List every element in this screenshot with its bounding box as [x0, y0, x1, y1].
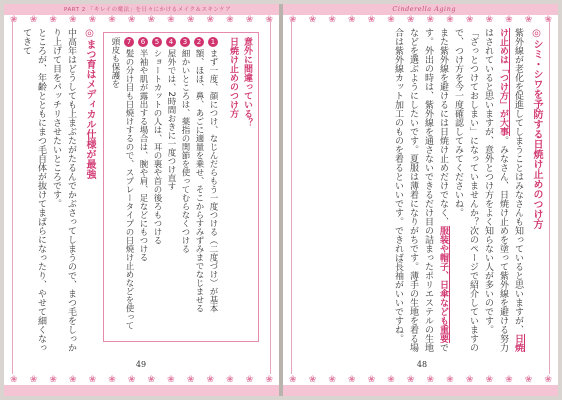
- box-item-3: 3細かいところは、薬指の関節を使ってむらなくつける: [180, 38, 190, 253]
- body-text: [304, 28, 544, 356]
- body-text: [21, 28, 265, 356]
- box-item-6: 6半袖や肌が露出する場合は、腕や肩、足などにもつける: [138, 38, 148, 262]
- paragraph: 中高年はどうしても上まぶたがたるんでかぶさってしまうので、まつ毛をしっかり上げて目をパッチリさせたいところです。: [51, 28, 76, 352]
- lace-border-bottom: ❀ ❀ ❀ ❀ ❀ ❀ ❀ ❀ ❀ ❀ ❀ ❀ ❀ ❀: [289, 375, 552, 385]
- number-badge: 3: [180, 37, 190, 47]
- bottom-pink-band: [283, 385, 558, 396]
- bottom-pink-band: [4, 385, 279, 396]
- page-header: Cinderella Aging: [392, 5, 456, 13]
- lace-border-bottom: ❀ ❀ ❀ ❀ ❀ ❀ ❀ ❀ ❀ ❀ ❀ ❀ ❀ ❀: [10, 375, 273, 385]
- box-item-4: 4屋外では、2時間おきに一度つけ直す: [166, 38, 176, 191]
- target-marker-icon: ◎: [84, 28, 95, 39]
- section-heading: ◎シミ・シワを予防する日焼け止めのつけ方: [531, 28, 542, 229]
- highlight-text: 服装や帽子、日傘なども重要: [438, 226, 448, 343]
- highlight-text: 日焼け止めは「つけ方」が大事: [498, 28, 523, 352]
- box-item-5: 5ショートカットの人は、耳の裏や首の後ろもつける: [152, 38, 162, 245]
- number-badge: 6: [138, 37, 148, 47]
- page-number: 48: [416, 360, 428, 369]
- number-badge: 7: [124, 37, 134, 47]
- lace-border-top: ❀ ❀ ❀ ❀ ❀ ❀ ❀ ❀ ❀ ❀ ❀ ❀ ❀ ❀: [289, 15, 552, 25]
- box-item-7: 7髪の分け目も日焼けするので、スプレータイプの日焼け止めなどを使って頭皮も保護を: [110, 37, 134, 330]
- target-marker-icon: ◎: [531, 28, 542, 39]
- number-badge: 1: [208, 37, 218, 47]
- paragraph: 「ざっとつけておしまい」になっていませんか？次のページで紹介していますので、つけ方を今一度確認してみてくださいね。: [453, 28, 478, 352]
- tips-box: [103, 32, 259, 342]
- section-heading: ◎まつ育はメディカル仕様が最強: [84, 28, 95, 179]
- number-badge: 5: [152, 37, 162, 47]
- paragraph: また紫外線を避けるには日焼け止めだけでなく、服装や帽子、日傘なども重要です。外出の時は、紫外線を通さないできるだけ目の詰まったポリエステルの生地などを選ぶようにしたいです。夏服は薄着になりがちです。薄手の生地を着る場合は紫外線カット加工のものを着るといいです。できれば長袖がいいですね。: [393, 28, 448, 352]
- number-badge: 2: [194, 37, 204, 47]
- paragraph: ところが、年齢とともにまつ毛自体が抜けてまばらになったり、やせて細くなってきて: [21, 28, 46, 352]
- right-page: [283, 4, 558, 396]
- page-number: 49: [135, 360, 147, 369]
- number-badge: 4: [166, 37, 176, 47]
- page-header: PART 2 「キレイの魔法」を日々にかけるメイク＆スキンケア: [64, 7, 232, 13]
- box-title: 意外に間違っている？: [242, 37, 252, 127]
- left-page: [4, 4, 279, 396]
- box-item-1: 1まず一度、顔につけ、なじんだらもう一度つける（二度づけ）が基本: [208, 38, 218, 313]
- box-item-2: 2額、ほほ、鼻、あごに適量を乗せ、そこからすみずみまでなじませる: [194, 38, 204, 313]
- box-subtitle: 日焼け止めのつけ方: [228, 37, 238, 118]
- paragraph: 紫外線が老化を促進してしまうことはみなさんも知っていると思いますが、日焼け止めは「つけ方」が大事。みなさん、日焼け止めを塗って紫外線を避ける努力はされていると思いますが、意外とつけ方をよく知らない人が多いのです。: [483, 28, 523, 352]
- lace-border-top: ❀ ❀ ❀ ❀ ❀ ❀ ❀ ❀ ❀ ❀ ❀ ❀ ❀ ❀: [10, 15, 273, 25]
